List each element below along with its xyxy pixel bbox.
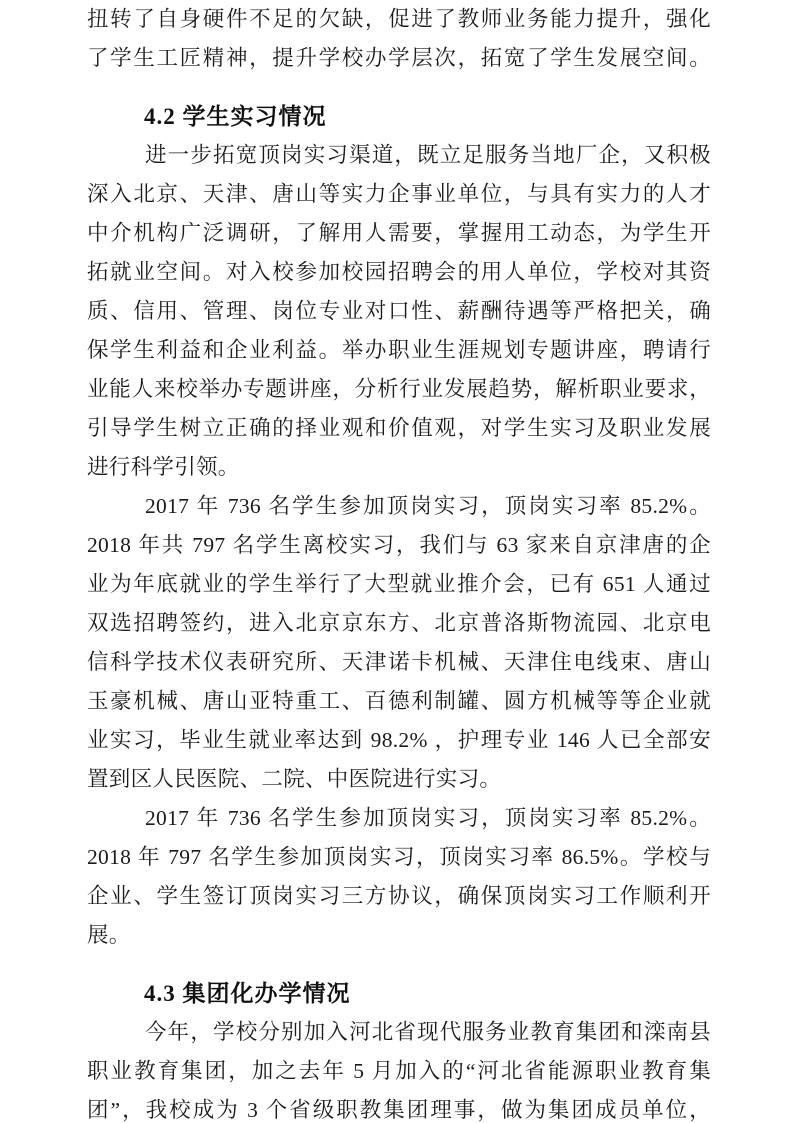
text-line: 扭转了自身硬件不足的欠缺，促进了教师业务能力提升，强化 bbox=[87, 7, 711, 31]
text-line: 置到区人民医院、二院、中医院进行实习。 bbox=[87, 767, 502, 791]
text-line: 进一步拓宽顶岗实习渠道，既立足服务当地厂企，又积极 bbox=[145, 143, 711, 167]
text-line: 2017 年 736 名学生参加顶岗实习，顶岗实习率 85.2%。 bbox=[145, 494, 711, 518]
text-line: 今年，学校分别加入河北省现代服务业教育集团和滦南县 bbox=[145, 1020, 711, 1044]
text-line: 进行科学引领。 bbox=[87, 455, 240, 479]
text-line: 中介机构广泛调研，了解用人需要，掌握用工动态，为学生开 bbox=[87, 221, 711, 245]
text-line: 深入北京、天津、唐山等实力企事业单位，与具有实力的人才 bbox=[87, 182, 711, 206]
paragraph bbox=[87, 0, 711, 78]
text-line: 业能人来校举办专题讲座，分析行业发展趋势，解析职业要求， bbox=[87, 377, 711, 401]
text-line: 保学生利益和企业利益。举办职业生涯规划专题讲座，聘请行 bbox=[87, 338, 711, 362]
text-line: 业为年底就业的学生举行了大型就业推介会，已有 651 人通过 bbox=[87, 572, 711, 596]
text-line: 了学生工匠精神，提升学校办学层次，拓宽了学生发展空间。 bbox=[87, 46, 711, 70]
text-line: 业实习，毕业生就业率达到 98.2% ，护理专业 146 人已全部安 bbox=[87, 728, 711, 752]
text-line: 企业、学生签订顶岗实习三方协议，确保顶岗实习工作顺利开 bbox=[87, 884, 711, 908]
text-line: 职业教育集团，加之去年 5 月加入的“河北省能源职业教育集 bbox=[87, 1059, 711, 1083]
text-line: 玉豪机械、唐山亚特重工、百德利制罐、圆方机械等等企业就 bbox=[87, 689, 711, 713]
paragraph bbox=[87, 799, 711, 955]
text-line: 团”，我校成为 3 个省级职教集团理事，做为集团成员单位， bbox=[87, 1098, 711, 1122]
text-line: 2018 年 797 名学生参加顶岗实习，顶岗实习率 86.5%。学校与 bbox=[87, 845, 711, 869]
text-line: 质、信用、管理、岗位专业对口性、薪酬待遇等严格把关，确 bbox=[87, 299, 711, 323]
text-line: 2017 年 736 名学生参加顶岗实习，顶岗实习率 85.2%。 bbox=[145, 806, 711, 830]
paragraph bbox=[87, 1013, 711, 1123]
text-line: 双选招聘签约，进入北京京东方、北京普洛斯物流园、北京电 bbox=[87, 611, 711, 635]
text-line: 2018 年共 797 名学生离校实习，我们与 63 家来自京津唐的企 bbox=[87, 533, 711, 557]
text-line: 展。 bbox=[87, 923, 131, 947]
text-line: 引导学生树立正确的择业观和价值观，对学生实习及职业发展 bbox=[87, 416, 711, 440]
document-body bbox=[87, 0, 711, 1123]
paragraph bbox=[87, 136, 711, 487]
paragraph bbox=[87, 487, 711, 799]
text-line: 信科学技术仪表研究所、天津诺卡机械、天津住电线束、唐山 bbox=[87, 650, 711, 674]
text-line: 拓就业空间。对入校参加校园招聘会的用人单位，学校对其资 bbox=[87, 260, 711, 284]
section-heading: 4.2 学生实习情况 bbox=[144, 104, 327, 129]
section-heading: 4.3 集团化办学情况 bbox=[144, 981, 351, 1006]
